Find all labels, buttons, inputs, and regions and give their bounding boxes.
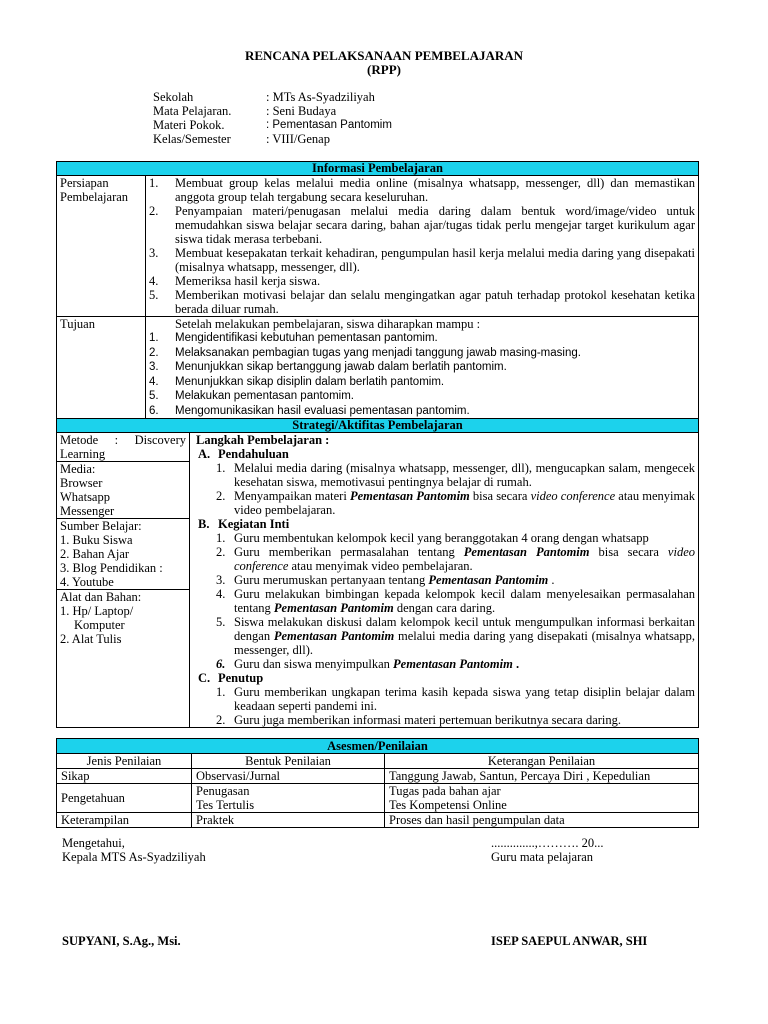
- keterangan-cell: Tanggung Jawab, Santun, Percaya Diri , Kepedulian: [385, 769, 699, 784]
- section-title-text: Penutup: [218, 671, 264, 685]
- step-text-segment: atau menyimak video pembelajaran.: [288, 559, 473, 573]
- persiapan-item: [149, 288, 695, 316]
- alat-item: 2. Alat Tulis: [60, 632, 122, 646]
- kepala-name: SUPYANI, S.Ag., Msi.: [62, 934, 181, 948]
- tujuan-item: [149, 360, 695, 375]
- tujuan-item-text: Melakukan pementasan pantomim.: [175, 390, 354, 403]
- step-number: 4.: [216, 587, 226, 601]
- keterangan-line: Tugas pada bahan ajar: [389, 784, 501, 798]
- step-text-segment: Guru dan siswa menyimpulkan: [234, 657, 394, 671]
- section-letter: A.: [198, 447, 211, 461]
- sumber-label: Sumber Belajar:: [60, 519, 142, 533]
- informasi-table: [56, 161, 699, 422]
- step-text-segment: Pementasan Pantomim: [273, 601, 394, 615]
- identity-label: Mata Pelajaran.: [153, 104, 232, 118]
- section-steps: [196, 685, 695, 727]
- tujuan-item-text: Menunjukkan sikap bertanggung jawab dalam berlatih pantomim.: [175, 361, 507, 374]
- persiapan-item-text: Memeriksa hasil kerja siswa.: [175, 274, 321, 288]
- tujuan-item-text: Menunjukkan sikap disiplin dalam berlatih pantomim.: [175, 375, 445, 388]
- list-number: 3.: [149, 246, 159, 260]
- metode-box: [57, 433, 189, 462]
- section-letter: B.: [198, 517, 210, 531]
- step-item: [196, 657, 695, 671]
- keterangan-cell: [385, 784, 699, 813]
- step-item: [196, 685, 695, 713]
- step-text-segment: melalui media daring yang disepakati (misalnya whatsapp, messenger, dll).: [234, 629, 695, 657]
- bentuk-cell: Observasi/Jurnal: [192, 769, 385, 784]
- persiapan-item: [149, 176, 695, 204]
- strategi-left-column: [57, 433, 190, 728]
- identity-row-materi: [153, 118, 553, 132]
- tujuan-item: [149, 375, 695, 390]
- alat-item: Komputer: [74, 618, 125, 632]
- list-number: 4.: [149, 274, 159, 288]
- keterangan-line: Tes Kompetensi Online: [389, 798, 507, 812]
- identity-row-kelas: [153, 132, 553, 146]
- step-text-segment: Pementasan Pantomim: [463, 545, 590, 559]
- guru-label: Guru mata pelajaran: [491, 850, 594, 864]
- step-text-segment: .: [548, 573, 555, 587]
- tujuan-item: [149, 389, 695, 404]
- identity-label: Kelas/Semester: [153, 132, 231, 146]
- step-number: 6.: [216, 657, 226, 671]
- persiapan-item-text: Penyampaian materi/penugasan melalui media daring dalam bentuk word/image/video untuk memudahkan siswa belajar secara daring, bahan ajar/tugas tidak perlu mengejar target kurikulum agar siswa tidak merasa terbebani.: [175, 204, 695, 246]
- identity-value: : VIII/Genap: [266, 132, 330, 146]
- step-number: 2.: [216, 545, 226, 559]
- step-number: 3.: [216, 573, 226, 587]
- step-text-segment: Guru melakukan bimbingan kepada kelompok kecil dalam menyelesaikan permasalahan tentang: [234, 587, 695, 615]
- informasi-header: Informasi Pembelajaran: [57, 162, 699, 176]
- step-text-segment: Pementasan Pantomim: [273, 629, 395, 643]
- step-number: 1.: [216, 531, 226, 545]
- step-number: 2.: [216, 713, 226, 727]
- step-text-segment: bisa secara: [469, 489, 531, 503]
- list-number: 1.: [149, 176, 159, 190]
- identity-label: Sekolah: [153, 90, 194, 104]
- kepala-label: Kepala MTS As-Syadziliyah: [62, 850, 206, 864]
- step-number: 1.: [216, 461, 226, 475]
- section-title-text: Pendahuluan: [218, 447, 289, 461]
- persiapan-item-text: Membuat kesepakatan terkait kehadiran, pengumpulan hasil kerja melalui media daring yang disepakati (misalnya whatsapp, messenger, dll).: [175, 246, 695, 274]
- step-item: [196, 489, 695, 517]
- step-number: 5.: [216, 615, 226, 629]
- step-item: [196, 587, 695, 615]
- step-text-segment: Guru merumuskan pertanyaan tentang: [234, 573, 429, 587]
- bentuk-cell: Praktek: [192, 813, 385, 828]
- step-item: [196, 573, 695, 587]
- document-title: RENCANA PELAKSANAAN PEMBELAJARAN: [244, 48, 524, 63]
- step-text-segment: Guru memberikan ungkapan terima kasih kepada siswa yang tetap disiplin belajar dalam keadaan seperti pandemi ini.: [234, 685, 695, 713]
- tujuan-item-text: Mengidentifikasi kebutuhan pementasan pantomim.: [175, 332, 438, 344]
- identity-value: : Pementasan Pantomim: [266, 119, 392, 131]
- sumber-item: 4. Youtube: [60, 575, 114, 589]
- identity-value: : MTs As-Syadziliyah: [266, 90, 375, 104]
- langkah-column: [190, 433, 699, 728]
- section-title: [196, 517, 695, 531]
- alat-item: 1. Hp/ Laptop/: [60, 604, 134, 618]
- media-box: [57, 462, 189, 519]
- step-text-segment: Guru membentukan kelompok kecil yang beranggotakan 4 orang dengan whatsapp: [234, 531, 649, 545]
- identity-row-mapel: [153, 104, 553, 118]
- media-item: Whatsapp: [60, 490, 110, 504]
- column-header-bentuk: Bentuk Penilaian: [192, 754, 385, 769]
- list-number: 2.: [149, 204, 159, 218]
- persiapan-list: [149, 176, 695, 316]
- step-item: [196, 713, 695, 727]
- list-number: 5.: [149, 390, 159, 403]
- media-item: Browser: [60, 476, 103, 490]
- jenis-cell: Keterampilan: [57, 813, 192, 828]
- tujuan-item-text: Mengomunikasikan hasil evaluasi pementasan pantomim.: [175, 404, 470, 417]
- media-label: Media:: [60, 462, 96, 476]
- mengetahui-label: Mengetahui,: [62, 836, 125, 850]
- tujuan-list: [149, 331, 695, 419]
- table-row: [57, 784, 699, 813]
- media-item: Messenger: [60, 504, 115, 518]
- step-item: [196, 615, 695, 657]
- tujuan-intro: Setelah melakukan pembelajaran, siswa diharapkan mampu :: [175, 317, 481, 331]
- bentuk-line: Tes Tertulis: [196, 798, 255, 812]
- sumber-item: 2. Bahan Ajar: [60, 547, 130, 561]
- document-subtitle: (RPP): [367, 62, 401, 77]
- tujuan-item: [149, 331, 695, 346]
- step-text-segment: video conference: [530, 489, 616, 503]
- strategi-table: [56, 418, 699, 728]
- tujuan-item: [149, 404, 695, 419]
- step-text-segment: Pementasan Pantomim: [393, 657, 513, 671]
- identity-value: : Seni Budaya: [266, 104, 337, 118]
- sumber-item: 3. Blog Pendidikan :: [60, 561, 163, 575]
- list-number: 2.: [149, 346, 159, 359]
- step-text-segment: .: [512, 657, 520, 671]
- persiapan-item: [149, 274, 695, 288]
- step-number: 2.: [216, 489, 226, 503]
- step-text-segment: bisa secara: [589, 545, 668, 559]
- asesmen-table: [56, 738, 699, 828]
- list-number: 3.: [149, 361, 159, 374]
- step-text-segment: Pementasan Pantomim: [349, 489, 470, 503]
- identity-label: Materi Pokok.: [153, 118, 225, 132]
- step-number: 1.: [216, 685, 226, 699]
- tujuan-label: Tujuan: [57, 317, 146, 422]
- guru-name: ISEP SAEPUL ANWAR, SHI: [491, 934, 648, 948]
- langkah-sections: [196, 447, 695, 727]
- persiapan-label: Persiapan Pembelajaran: [57, 176, 146, 317]
- list-number: 4.: [149, 375, 159, 388]
- step-item: [196, 531, 695, 545]
- section-title-text: Kegiatan Inti: [218, 517, 290, 531]
- step-item: [196, 461, 695, 489]
- list-number: 6.: [149, 404, 159, 417]
- asesmen-header: Asesmen/Penilaian: [57, 739, 699, 754]
- step-text-segment: Guru juga memberikan informasi materi pertemuan berikutnya secara daring.: [234, 713, 622, 727]
- section-letter: C.: [198, 671, 211, 685]
- date-line: ..............,………. 20...: [491, 836, 604, 850]
- section-title: [196, 447, 695, 461]
- sumber-item: 1. Buku Siswa: [60, 533, 133, 547]
- jenis-cell: Sikap: [57, 769, 192, 784]
- alat-label: Alat dan Bahan:: [60, 590, 142, 604]
- sumber-box: [57, 519, 189, 590]
- bentuk-line: Penugasan: [196, 784, 250, 798]
- table-row: [57, 813, 699, 828]
- step-text-segment: atau menyimak video pembelajaran.: [234, 489, 695, 517]
- tujuan-item: [149, 346, 695, 361]
- section-title: [196, 671, 695, 685]
- column-header-jenis: Jenis Penilaian: [57, 754, 192, 769]
- step-text-segment: Melalui media daring (misalnya whatsapp, messenger, dll), mengucapkan salam, mengecek kesehatan siswa, memotivasui pentingnya belajar di rumah.: [234, 461, 695, 489]
- alat-box: [57, 590, 189, 646]
- step-item: [196, 545, 695, 573]
- metode-label: Metode : Discovery Learning: [60, 433, 186, 461]
- persiapan-item-text: Membuat group kelas melalui media online (misalnya whatsapp, messenger, dll) dan memastikan anggota group telah tergabung secara keseluruhan.: [175, 176, 695, 204]
- langkah-title: Langkah Pembelajaran :: [196, 433, 330, 447]
- strategi-header: Strategi/Aktifitas Pembelajaran: [57, 419, 699, 433]
- persiapan-item: [149, 246, 695, 274]
- persiapan-item-text: Memberikan motivasi belajar dan selalu mengingatkan agar patuh terhadap protokol kesehatan ketika berada diluar rumah.: [175, 288, 695, 316]
- list-number: 1.: [149, 332, 159, 344]
- tujuan-item-text: Melaksanakan pembagian tugas yang menjadi tanggung jawab masing-masing.: [175, 346, 581, 359]
- identity-row-sekolah: [153, 90, 553, 104]
- section-steps: [196, 531, 695, 671]
- persiapan-item: [149, 204, 695, 246]
- step-text-segment: Siswa melakukan diskusi dalam kelompok kecil untuk mengumpulkan informasi berkaitan dengan: [234, 615, 695, 643]
- jenis-cell: Pengetahuan: [57, 784, 192, 813]
- column-header-keterangan: Keterangan Penilaian: [385, 754, 699, 769]
- keterangan-cell: Proses dan hasil pengumpulan data: [385, 813, 699, 828]
- step-text-segment: Menyampaikan materi: [234, 489, 350, 503]
- table-row: [57, 769, 699, 784]
- bentuk-cell: [192, 784, 385, 813]
- section-steps: [196, 461, 695, 517]
- step-text-segment: dengan cara daring.: [393, 601, 496, 615]
- list-number: 5.: [149, 288, 159, 302]
- step-text-segment: video conference: [234, 545, 695, 573]
- step-text-segment: Guru memberikan permasalahan tentang: [234, 545, 464, 559]
- step-text-segment: Pementasan Pantomim: [428, 573, 549, 587]
